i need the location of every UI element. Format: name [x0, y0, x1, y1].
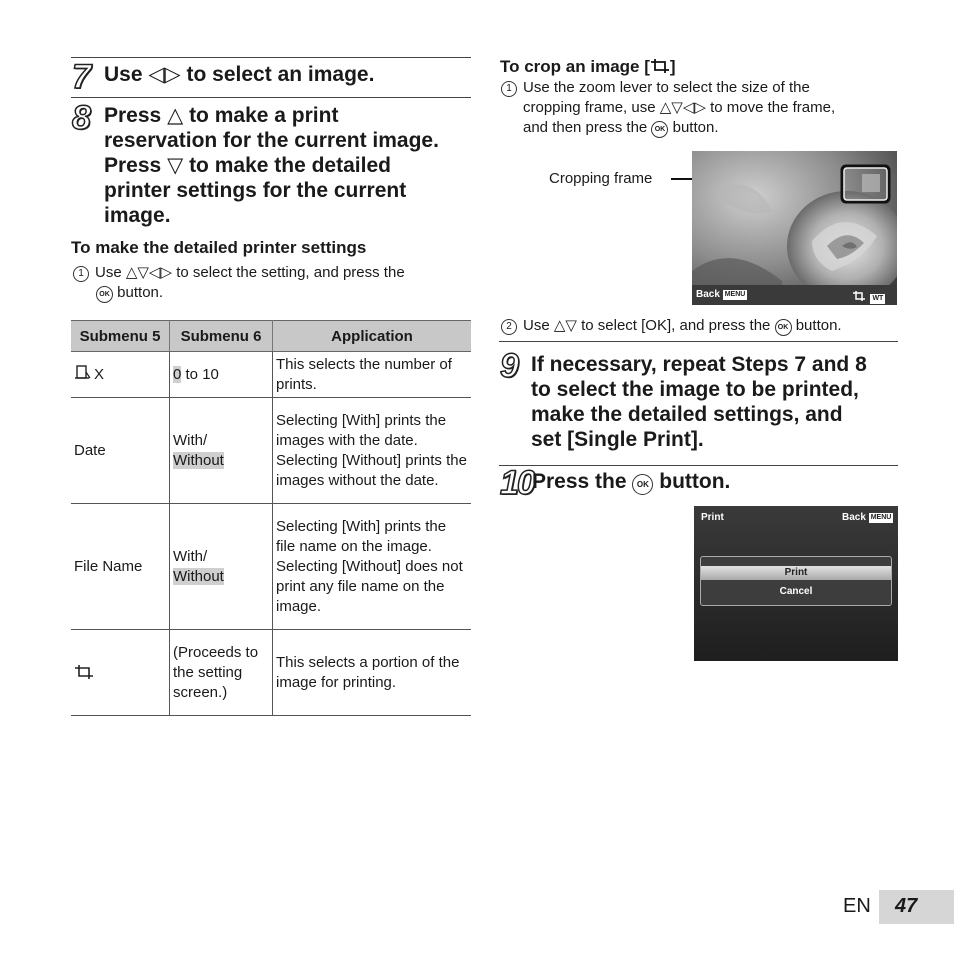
rose-photo [692, 151, 897, 305]
menu-option-print[interactable]: Print [701, 566, 891, 580]
ok-button-icon: OK [96, 286, 113, 303]
divider [499, 465, 898, 466]
ok-button-icon: OK [775, 319, 792, 336]
crop-heading: To crop an image [ ] [500, 57, 676, 76]
column-header: Submenu 5 [71, 321, 170, 352]
crop-icon [650, 58, 670, 74]
step-circle-icon: 1 [501, 81, 517, 97]
arrow-keys-icon: △▽◁▷ [125, 264, 173, 281]
arrow-keys-icon: △▽◁▷ [659, 99, 706, 116]
instruction-1: 1 Use △▽◁▷ to select the setting, and press the OK button. [73, 263, 473, 303]
crop-screen: Back MENU WT [692, 151, 897, 305]
divider [499, 341, 898, 342]
table-row: Date With/ Without Selecting [With] prints the images with the date. Selecting [Without] prints the images without the date. [71, 398, 471, 504]
step-number: 10 [500, 464, 534, 502]
cropping-frame-label: Cropping frame [549, 170, 653, 187]
heading-text: to select an image. [186, 63, 375, 86]
zoom-lever-icon: WT [872, 295, 884, 302]
step-circle-icon: 2 [501, 319, 517, 335]
sub-heading: To make the detailed printer settings [71, 238, 367, 257]
step-7-heading [104, 62, 374, 87]
table-row: X 0 to 10 This selects the number of prints. [71, 352, 471, 398]
crop-instruction-1: 1 Use the zoom lever to select the size of the cropping frame, use △▽◁▷ to move the frame, and then press the OK button. [501, 78, 921, 138]
ok-button-icon: OK [632, 474, 653, 495]
up-down-arrows-icon: △▽ [553, 317, 577, 334]
crop-icon [852, 290, 866, 302]
column-header: Application [273, 321, 472, 352]
screen-title: Print [701, 512, 724, 523]
step-circle-icon: 1 [73, 266, 89, 282]
print-menu [700, 556, 892, 606]
up-arrow-icon: △ [167, 104, 184, 127]
crop-icon [74, 664, 94, 680]
menu-button-icon: MENU [724, 291, 746, 298]
table-row: (Proceeds to the setting screen.) This selects a portion of the image for printing. [71, 630, 471, 716]
step-10-heading: Press the OK button. [532, 470, 731, 493]
divider [71, 57, 471, 58]
print-count-icon [74, 364, 94, 382]
heading-text: Use [104, 63, 143, 86]
column-header: Submenu 6 [170, 321, 273, 352]
print-screen: Print Back MENU Print Cancel [694, 506, 898, 661]
step-number: 7 [72, 58, 89, 96]
divider [71, 97, 471, 98]
menu-button-icon: MENU [870, 514, 892, 521]
step-number: 9 [500, 347, 517, 385]
down-arrow-icon: ▽ [167, 154, 184, 177]
left-right-arrows-icon: ◁▷ [148, 63, 181, 86]
step-9-heading: If necessary, repeat Steps 7 and 8 to select the image to be printed, make the detailed settings, and set [Single Print]. [531, 353, 867, 451]
language-label: EN [843, 895, 871, 917]
table-row: File Name With/ Without Selecting [With] prints the file name on the image. Selecting [Without] does not print any file name on the image. [71, 504, 471, 630]
menu-option-cancel[interactable]: Cancel [779, 586, 813, 597]
ok-button-icon: OK [651, 121, 668, 138]
step-number: 8 [72, 99, 89, 137]
crop-instruction-2: 2 Use △▽ to select [OK], and press the OK button. [501, 316, 921, 336]
page-number: 47 [895, 895, 918, 917]
step-8-heading: Press △ to make a print reservation for the current image. Press ▽ to make the detailed printer settings for the current image. [104, 104, 439, 227]
printer-settings-table [71, 320, 471, 716]
